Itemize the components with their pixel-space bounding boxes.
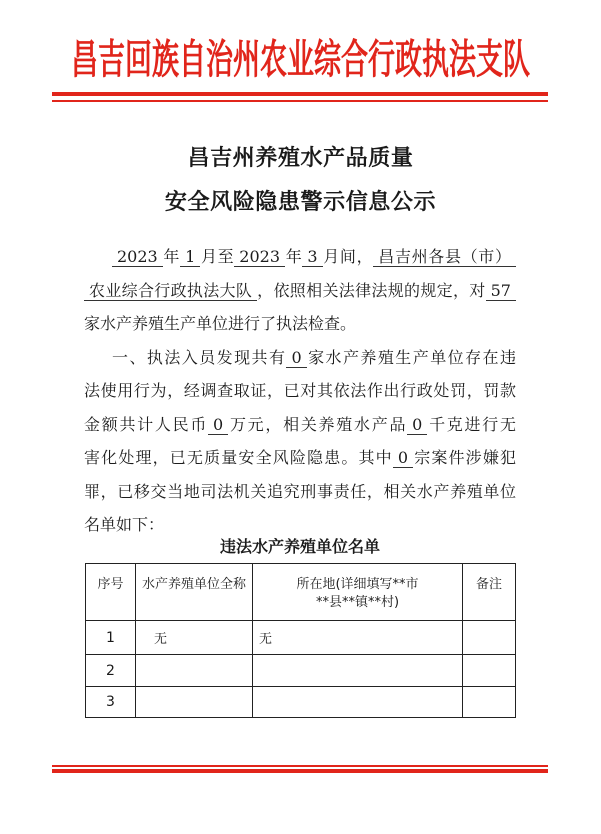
text-run: ，依照相关法律法规的规定，对 — [257, 280, 486, 300]
cell-index: 1 — [86, 621, 136, 655]
text-run: 罪，已移交当地司法机关追究刑事责任，相关水产养殖单位 — [84, 481, 516, 501]
text-run: 月间， — [322, 247, 374, 266]
notice-body — [84, 240, 516, 542]
cell-remarks — [463, 687, 516, 718]
text-run: 家水产养殖生产单位存在违 — [306, 347, 516, 367]
notice-title-line-1: 昌吉州养殖水产品质量 — [187, 145, 414, 171]
fill-in-value: 0 — [286, 348, 306, 368]
header-index: 序号 — [86, 564, 136, 621]
fill-in-value: 57 — [486, 281, 516, 301]
letterhead-title: 昌吉回族自治州农业综合行政执法支队 — [71, 37, 530, 84]
letterhead-rule-thin — [52, 100, 548, 102]
text-run: 万元，相关养殖水产品 — [228, 414, 408, 434]
paragraph-line — [84, 475, 516, 509]
paragraph-line — [84, 274, 516, 308]
header-remarks: 备注 — [463, 564, 516, 621]
footer-rule-thick — [52, 769, 548, 773]
text-run: 金额共计人民币 — [84, 414, 209, 434]
notice-title-line-2: 安全风险隐患警示信息公示 — [164, 189, 437, 215]
text-run: 害化处理，已无质量安全风险隐患。其中 — [84, 448, 393, 467]
letterhead-rule-thick — [52, 92, 548, 96]
paragraph-findings — [84, 341, 516, 542]
cell-index: 3 — [86, 687, 136, 718]
cell-remarks — [463, 655, 516, 687]
table-title: 违法水产养殖单位名单 — [219, 537, 380, 556]
paragraph-line — [84, 341, 516, 375]
fill-in-value: 农业综合行政执法大队 — [84, 281, 257, 301]
table-row — [86, 655, 516, 687]
paragraph-intro — [84, 240, 516, 341]
cell-location: 无 — [253, 621, 463, 655]
text-run: 宗案件涉嫌犯 — [413, 448, 516, 467]
cell-unit-name — [136, 655, 253, 687]
cell-location — [253, 655, 463, 687]
text-run: 月至 — [200, 247, 235, 266]
cell-index: 2 — [86, 655, 136, 687]
header-location-line: 所在地(详细填写**市 — [296, 577, 419, 592]
fill-in-value: 3 — [302, 247, 322, 267]
paragraph-line — [84, 374, 516, 408]
cell-unit-name: 无 — [136, 621, 253, 655]
table-row — [86, 621, 516, 655]
table-row — [86, 687, 516, 718]
footer-rule-thin — [52, 765, 548, 767]
cell-remarks — [463, 621, 516, 655]
fill-in-value: 昌吉州各县（市） — [373, 247, 516, 267]
paragraph-line — [84, 307, 516, 341]
cell-location — [253, 687, 463, 718]
violators-table — [85, 563, 516, 718]
cell-unit-name — [136, 687, 253, 718]
table-header-row — [86, 564, 516, 621]
paragraph-line — [84, 240, 516, 274]
text-run: 名单如下： — [84, 515, 165, 534]
text-run: 家水产养殖生产单位进行了执法检查。 — [84, 314, 357, 333]
text-run: 法使用行为，经调查取证，已对其依法作出行政处罚，罚款 — [84, 381, 516, 400]
header-unit-name: 水产养殖单位全称 — [136, 564, 253, 621]
text-run: 年 — [285, 247, 303, 266]
fill-in-value: 1 — [180, 247, 200, 267]
notice-title — [0, 136, 601, 224]
paragraph-line — [84, 408, 516, 442]
fill-in-value: 0 — [407, 415, 427, 435]
text-run: 千克进行无 — [427, 414, 516, 434]
header-location — [253, 564, 463, 621]
text-run: 一、执法入员发现共有 — [112, 347, 287, 367]
fill-in-value: 2023 — [234, 247, 285, 267]
fill-in-value: 0 — [208, 415, 228, 435]
header-location-line: **县**镇**村) — [315, 595, 400, 610]
fill-in-value: 2023 — [112, 247, 163, 267]
text-run: 年 — [162, 247, 181, 266]
fill-in-value: 0 — [393, 448, 413, 468]
paragraph-line — [84, 441, 516, 475]
